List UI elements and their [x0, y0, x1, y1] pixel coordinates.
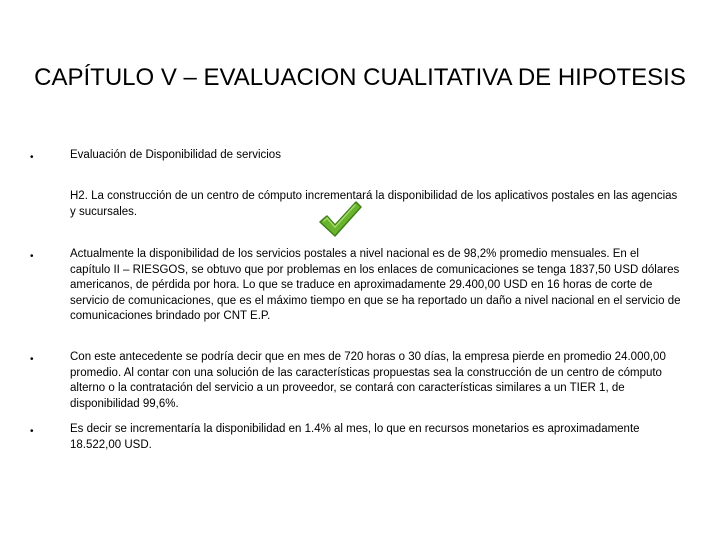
bullet-marker: • [30, 354, 34, 365]
hypothesis-h2: H2. La construcción de un centro de cómputo incrementará la disponibilidad de los aplicativos postales en las agencias y sucursales. [70, 190, 678, 218]
heading-item-evaluation: Evaluación de Disponibilidad de servicios [70, 149, 281, 161]
paragraph-current-availability: Actualmente la disponibilidad de los servicios postales a nivel nacional es de 98,2% promedio mensuales. En el capítulo II – RIESGOS, se obtuvo que por problemas en los enlaces de comunicaciones se tenga 1837,50 USD dólares americanos, de pérdida por hora. Lo que se traduce en aproximadamente 29.400,00 USD en 16 horas de corte de servicio de comunicaciones, que es el máximo tiempo en que se ha reportado un daño a nivel nacional en el servicio de comunicaciones brindado por CNT E.P. [70, 248, 681, 322]
paragraph-conclusion: Es decir se incrementaría la disponibilidad en 1.4% al mes, lo que en recursos monetarios es aproximadamente 18.522,00 USD. [70, 423, 640, 451]
checkmark-icon [318, 200, 362, 238]
bullet-marker: • [30, 152, 34, 163]
paragraph-antecedent: Con este antecedente se podría decir que en mes de 720 horas o 30 días, la empresa pierde en promedio 24.000,00 promedio. Al contar con una solución de las características propuestas sea la construcción de un centro de cómputo alterno o la contratación del servicio a un proveedor, se contará con características similares a un TIER 1, de disponibilidad 99,6%. [70, 351, 666, 410]
bullet-marker: • [30, 426, 34, 437]
slide-title: CAPÍTULO V – EVALUACION CUALITATIVA DE HIPOTESIS [34, 64, 686, 91]
bullet-marker: • [30, 251, 34, 262]
